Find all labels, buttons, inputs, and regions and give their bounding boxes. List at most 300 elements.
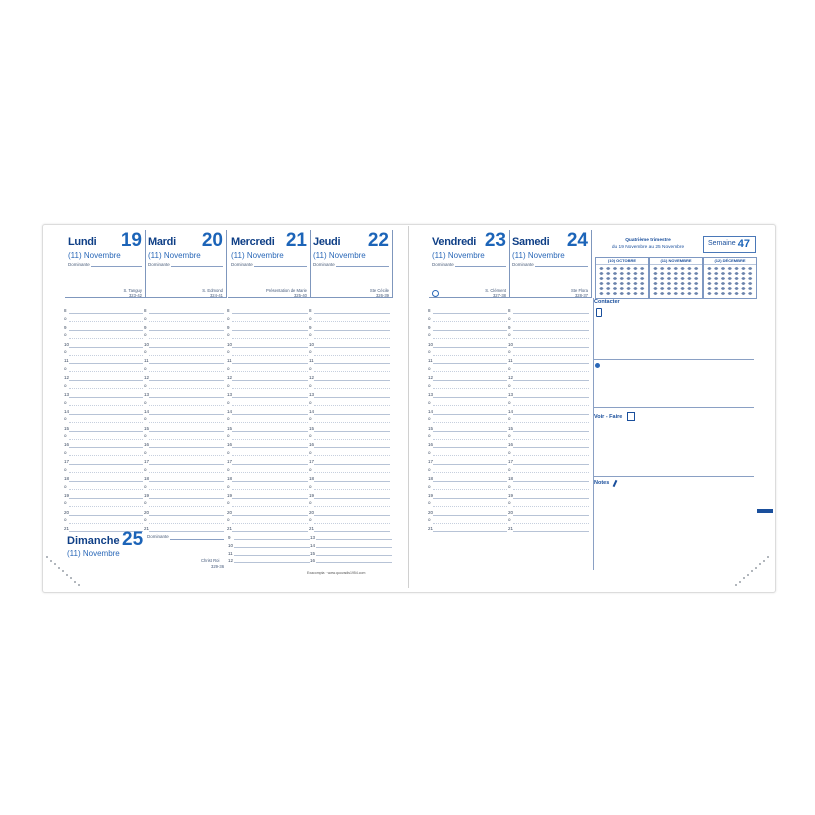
half-hour-line[interactable] bbox=[513, 472, 589, 473]
half-hour-line[interactable] bbox=[513, 422, 589, 423]
half-hour-mark: o bbox=[227, 349, 230, 355]
half-hour-line[interactable] bbox=[149, 371, 224, 372]
sunday-dominante-line bbox=[170, 539, 224, 540]
sunday-hour-label: 14 bbox=[310, 542, 316, 548]
half-hour-mark: o bbox=[227, 365, 230, 371]
hour-line[interactable] bbox=[513, 380, 589, 381]
sunday-hour-label: 10 bbox=[228, 542, 234, 548]
half-hour-mark: o bbox=[64, 332, 67, 338]
sunday-hour-line[interactable] bbox=[316, 539, 392, 540]
half-hour-line[interactable] bbox=[69, 338, 143, 339]
hour-line[interactable] bbox=[513, 464, 589, 465]
half-hour-line[interactable] bbox=[149, 489, 224, 490]
half-hour-line[interactable] bbox=[433, 455, 507, 456]
hour-label: 17 bbox=[64, 459, 70, 465]
hour-label: 19 bbox=[309, 492, 315, 498]
half-hour-line[interactable] bbox=[513, 321, 589, 322]
half-hour-line[interactable] bbox=[433, 388, 507, 389]
contacter-line-2 bbox=[594, 407, 754, 408]
half-hour-mark: o bbox=[64, 315, 67, 321]
hour-label: 16 bbox=[508, 442, 514, 448]
hour-line[interactable] bbox=[232, 330, 308, 331]
day-header-underline bbox=[310, 297, 392, 298]
hour-line[interactable] bbox=[314, 397, 390, 398]
hour-line[interactable] bbox=[433, 481, 507, 482]
hour-label: 15 bbox=[227, 425, 233, 431]
hour-label: 18 bbox=[309, 476, 315, 481]
hour-line[interactable] bbox=[513, 330, 589, 331]
hour-line[interactable] bbox=[433, 397, 507, 398]
half-hour-line[interactable] bbox=[232, 506, 308, 507]
spiral-dot bbox=[735, 584, 737, 586]
half-hour-mark: o bbox=[309, 500, 312, 506]
hour-line[interactable] bbox=[513, 313, 589, 314]
spine-divider bbox=[408, 226, 409, 588]
hour-label: 18 bbox=[64, 476, 70, 481]
mini-calendar bbox=[703, 257, 757, 299]
day-month: (11) Novembre bbox=[313, 251, 366, 260]
half-hour-line[interactable] bbox=[149, 523, 224, 524]
hour-line[interactable] bbox=[314, 447, 390, 448]
sunday-hour-line[interactable] bbox=[316, 547, 392, 548]
saint-name: S. Clément bbox=[485, 288, 506, 293]
dominante-label: Dominante bbox=[313, 262, 335, 267]
clipboard-icon bbox=[627, 412, 635, 421]
half-hour-line[interactable] bbox=[314, 489, 390, 490]
half-hour-line[interactable] bbox=[433, 405, 507, 406]
hour-label: 13 bbox=[227, 392, 233, 397]
half-hour-mark: o bbox=[508, 517, 511, 523]
spiral-dot bbox=[54, 563, 56, 565]
hour-label: 8 bbox=[64, 308, 67, 313]
hour-line[interactable] bbox=[69, 347, 143, 348]
half-hour-mark: o bbox=[227, 416, 230, 422]
half-hour-line[interactable] bbox=[149, 472, 224, 473]
hour-label: 13 bbox=[144, 392, 150, 397]
spiral-dot bbox=[767, 556, 769, 558]
hour-line[interactable] bbox=[314, 363, 390, 364]
hour-label: 9 bbox=[428, 324, 431, 330]
half-hour-line[interactable] bbox=[69, 523, 143, 524]
hour-line[interactable] bbox=[69, 515, 143, 516]
dominante-line bbox=[336, 266, 389, 267]
half-hour-line[interactable] bbox=[69, 506, 143, 507]
half-hour-mark: o bbox=[144, 449, 147, 455]
mini-calendar-title: (12) DÉCEMBRE bbox=[704, 258, 756, 265]
mini-calendar bbox=[595, 257, 649, 299]
spiral-dot bbox=[751, 570, 753, 572]
hour-line[interactable] bbox=[232, 347, 308, 348]
hour-label: 10 bbox=[428, 341, 434, 347]
sunday-hour-label: 16 bbox=[310, 558, 316, 564]
hour-line[interactable] bbox=[232, 313, 308, 314]
half-hour-line[interactable] bbox=[149, 439, 224, 440]
half-hour-line[interactable] bbox=[69, 321, 143, 322]
half-hour-mark: o bbox=[428, 500, 431, 506]
hour-line[interactable] bbox=[513, 347, 589, 348]
half-hour-mark: o bbox=[64, 466, 67, 472]
hour-line[interactable] bbox=[69, 397, 143, 398]
half-hour-line[interactable] bbox=[232, 455, 308, 456]
hour-line[interactable] bbox=[69, 481, 143, 482]
hour-label: 14 bbox=[309, 408, 315, 414]
half-hour-mark: o bbox=[309, 315, 312, 321]
hour-label: 15 bbox=[144, 425, 150, 431]
half-hour-mark: o bbox=[64, 349, 67, 355]
half-hour-mark: o bbox=[428, 382, 431, 388]
saint-name: S. Edmond bbox=[202, 288, 223, 293]
half-hour-line[interactable] bbox=[149, 388, 224, 389]
hour-line[interactable] bbox=[232, 464, 308, 465]
half-hour-line[interactable] bbox=[513, 455, 589, 456]
day-number: 21 bbox=[285, 230, 307, 251]
half-hour-line[interactable] bbox=[232, 489, 308, 490]
hour-label: 11 bbox=[227, 358, 232, 364]
hour-line[interactable] bbox=[69, 464, 143, 465]
hour-line[interactable] bbox=[433, 414, 507, 415]
hour-line[interactable] bbox=[314, 515, 390, 516]
hour-line[interactable] bbox=[149, 481, 224, 482]
hour-label: 20 bbox=[309, 509, 315, 515]
mini-calendar-title: (11) NOVEMBRE bbox=[650, 258, 702, 265]
hour-line[interactable] bbox=[149, 431, 224, 432]
day-code: 325-40 bbox=[293, 293, 307, 298]
hour-line[interactable] bbox=[149, 330, 224, 331]
half-hour-line[interactable] bbox=[433, 523, 507, 524]
half-hour-line[interactable] bbox=[314, 388, 390, 389]
hour-line[interactable] bbox=[513, 447, 589, 448]
sunday-hour-line[interactable] bbox=[316, 555, 392, 556]
spiral-dot bbox=[58, 567, 60, 569]
hour-label: 9 bbox=[144, 324, 147, 330]
half-hour-line[interactable] bbox=[433, 472, 507, 473]
hour-line[interactable] bbox=[513, 515, 589, 516]
half-hour-line[interactable] bbox=[314, 439, 390, 440]
hour-label: 17 bbox=[227, 459, 233, 465]
dominante-label: Dominante bbox=[432, 262, 454, 267]
day-month: (11) Novembre bbox=[148, 251, 201, 260]
hour-line[interactable] bbox=[314, 481, 390, 482]
hour-label: 20 bbox=[144, 509, 150, 515]
hour-label: 16 bbox=[428, 442, 434, 448]
hour-label: 12 bbox=[428, 375, 434, 381]
hour-label: 20 bbox=[64, 509, 70, 515]
day-month: (11) Novembre bbox=[432, 251, 485, 260]
half-hour-line[interactable] bbox=[314, 455, 390, 456]
half-hour-mark: o bbox=[508, 483, 511, 489]
half-hour-mark: o bbox=[144, 382, 147, 388]
half-hour-line[interactable] bbox=[149, 405, 224, 406]
sunday-dominante-label: Dominante bbox=[147, 534, 169, 539]
hour-line[interactable] bbox=[433, 347, 507, 348]
half-hour-line[interactable] bbox=[433, 439, 507, 440]
day-number: 24 bbox=[566, 230, 588, 251]
hour-line[interactable] bbox=[232, 481, 308, 482]
hour-label: 15 bbox=[309, 425, 315, 431]
sunday-hour-label: 12 bbox=[228, 558, 234, 564]
hour-line[interactable] bbox=[433, 447, 507, 448]
hour-label: 16 bbox=[144, 442, 150, 448]
half-hour-line[interactable] bbox=[149, 422, 224, 423]
dominante-line bbox=[254, 266, 307, 267]
half-hour-mark: o bbox=[428, 365, 431, 371]
saint-name: Ste Flora bbox=[571, 288, 588, 293]
mini-calendar-title: (10) OCTOBRE bbox=[596, 258, 648, 265]
hour-line[interactable] bbox=[232, 431, 308, 432]
half-hour-line[interactable] bbox=[513, 489, 589, 490]
half-hour-line[interactable] bbox=[433, 355, 507, 356]
sunday-hour-label: 9 bbox=[228, 535, 231, 540]
hour-line[interactable] bbox=[232, 363, 308, 364]
email-at-icon bbox=[595, 363, 600, 368]
dominante-label: Dominante bbox=[512, 262, 534, 267]
hour-line[interactable] bbox=[513, 531, 589, 532]
half-hour-mark: o bbox=[428, 449, 431, 455]
half-hour-line[interactable] bbox=[433, 338, 507, 339]
hour-label: 11 bbox=[144, 358, 149, 364]
half-hour-line[interactable] bbox=[69, 405, 143, 406]
half-hour-mark: o bbox=[508, 433, 511, 439]
half-hour-line[interactable] bbox=[69, 388, 143, 389]
hour-label: 15 bbox=[64, 425, 70, 431]
half-hour-line[interactable] bbox=[149, 321, 224, 322]
day-number: 22 bbox=[367, 230, 389, 251]
half-hour-line[interactable] bbox=[232, 439, 308, 440]
half-hour-mark: o bbox=[227, 382, 230, 388]
spiral-dot bbox=[759, 563, 761, 565]
hour-line[interactable] bbox=[149, 515, 224, 516]
hour-label: 15 bbox=[508, 425, 514, 431]
spiral-dot bbox=[763, 560, 765, 562]
hour-line[interactable] bbox=[314, 313, 390, 314]
hour-line[interactable] bbox=[314, 380, 390, 381]
half-hour-line[interactable] bbox=[314, 338, 390, 339]
half-hour-mark: o bbox=[309, 449, 312, 455]
half-hour-line[interactable] bbox=[513, 371, 589, 372]
hour-line[interactable] bbox=[149, 363, 224, 364]
hour-label: 14 bbox=[144, 408, 150, 414]
half-hour-mark: o bbox=[309, 433, 312, 439]
footer-text: Exacompta · www.quovadis1954.com bbox=[307, 571, 366, 575]
half-hour-line[interactable] bbox=[232, 422, 308, 423]
hour-line[interactable] bbox=[149, 447, 224, 448]
hour-line[interactable] bbox=[513, 414, 589, 415]
hour-line[interactable] bbox=[69, 363, 143, 364]
half-hour-line[interactable] bbox=[433, 422, 507, 423]
half-hour-line[interactable] bbox=[513, 506, 589, 507]
hour-line[interactable] bbox=[433, 380, 507, 381]
half-hour-mark: o bbox=[309, 332, 312, 338]
hour-line[interactable] bbox=[433, 313, 507, 314]
hour-label: 12 bbox=[508, 375, 514, 381]
half-hour-mark: o bbox=[144, 349, 147, 355]
hour-label: 21 bbox=[508, 526, 514, 532]
half-hour-line[interactable] bbox=[314, 422, 390, 423]
phone-icon bbox=[596, 308, 602, 317]
hour-line[interactable] bbox=[149, 464, 224, 465]
hour-line[interactable] bbox=[433, 330, 507, 331]
half-hour-line[interactable] bbox=[314, 321, 390, 322]
hour-line[interactable] bbox=[149, 397, 224, 398]
half-hour-line[interactable] bbox=[149, 355, 224, 356]
hour-label: 13 bbox=[428, 392, 434, 397]
half-hour-mark: o bbox=[227, 483, 230, 489]
sunday-hour-line[interactable] bbox=[234, 562, 310, 563]
hour-line[interactable] bbox=[232, 515, 308, 516]
spiral-dot bbox=[743, 577, 745, 579]
hour-line[interactable] bbox=[69, 380, 143, 381]
half-hour-line[interactable] bbox=[314, 355, 390, 356]
hour-line[interactable] bbox=[513, 397, 589, 398]
hour-label: 19 bbox=[64, 492, 70, 498]
hour-line[interactable] bbox=[69, 431, 143, 432]
day-column bbox=[228, 230, 311, 298]
half-hour-line[interactable] bbox=[232, 371, 308, 372]
hour-label: 12 bbox=[309, 375, 315, 381]
half-hour-mark: o bbox=[64, 517, 67, 523]
half-hour-line[interactable] bbox=[314, 371, 390, 372]
sunday-hour-line[interactable] bbox=[316, 562, 392, 563]
half-hour-line[interactable] bbox=[433, 321, 507, 322]
half-hour-mark: o bbox=[144, 517, 147, 523]
hour-line[interactable] bbox=[433, 531, 507, 532]
half-hour-line[interactable] bbox=[69, 355, 143, 356]
half-hour-line[interactable] bbox=[513, 355, 589, 356]
hour-line[interactable] bbox=[232, 397, 308, 398]
half-hour-line[interactable] bbox=[433, 371, 507, 372]
hour-line[interactable] bbox=[314, 464, 390, 465]
hour-line[interactable] bbox=[69, 498, 143, 499]
half-hour-line[interactable] bbox=[433, 489, 507, 490]
half-hour-line[interactable] bbox=[232, 388, 308, 389]
half-hour-line[interactable] bbox=[69, 455, 143, 456]
hour-line[interactable] bbox=[69, 414, 143, 415]
hour-line[interactable] bbox=[232, 498, 308, 499]
half-hour-line[interactable] bbox=[232, 405, 308, 406]
sunday-hour-label: 15 bbox=[310, 550, 316, 556]
half-hour-line[interactable] bbox=[513, 338, 589, 339]
hour-label: 16 bbox=[64, 442, 70, 448]
half-hour-mark: o bbox=[309, 416, 312, 422]
hour-line[interactable] bbox=[314, 498, 390, 499]
half-hour-line[interactable] bbox=[314, 506, 390, 507]
half-hour-line[interactable] bbox=[513, 405, 589, 406]
day-header-underline bbox=[145, 297, 226, 298]
hour-line[interactable] bbox=[513, 363, 589, 364]
half-hour-line[interactable] bbox=[513, 439, 589, 440]
half-hour-line[interactable] bbox=[149, 455, 224, 456]
sunday-hour-line[interactable] bbox=[234, 555, 310, 556]
half-hour-line[interactable] bbox=[513, 388, 589, 389]
day-name: Mercredi bbox=[231, 236, 275, 248]
hour-line[interactable] bbox=[314, 347, 390, 348]
week-badge bbox=[703, 236, 756, 253]
mini-calendar bbox=[649, 257, 703, 299]
half-hour-line[interactable] bbox=[232, 321, 308, 322]
hour-label: 8 bbox=[508, 308, 511, 313]
hour-label: 20 bbox=[508, 509, 514, 515]
half-hour-mark: o bbox=[428, 315, 431, 321]
half-hour-line[interactable] bbox=[232, 338, 308, 339]
half-hour-line[interactable] bbox=[69, 472, 143, 473]
day-name: Mardi bbox=[148, 236, 176, 248]
day-header-underline bbox=[65, 297, 145, 298]
half-hour-line[interactable] bbox=[232, 472, 308, 473]
hour-line[interactable] bbox=[149, 380, 224, 381]
half-hour-line[interactable] bbox=[314, 405, 390, 406]
hour-line[interactable] bbox=[433, 363, 507, 364]
hour-line[interactable] bbox=[433, 431, 507, 432]
hour-line[interactable] bbox=[232, 380, 308, 381]
hour-line[interactable] bbox=[314, 330, 390, 331]
hour-label: 18 bbox=[144, 476, 150, 481]
day-column bbox=[310, 230, 393, 298]
hour-line[interactable] bbox=[513, 498, 589, 499]
half-hour-line[interactable] bbox=[69, 489, 143, 490]
half-hour-line[interactable] bbox=[513, 523, 589, 524]
half-hour-line[interactable] bbox=[433, 506, 507, 507]
hour-label: 19 bbox=[227, 492, 233, 498]
hour-line[interactable] bbox=[149, 347, 224, 348]
hour-line[interactable] bbox=[69, 447, 143, 448]
half-hour-line[interactable] bbox=[69, 371, 143, 372]
half-hour-mark: o bbox=[428, 483, 431, 489]
hour-label: 17 bbox=[309, 459, 315, 465]
half-hour-line[interactable] bbox=[314, 472, 390, 473]
hour-line[interactable] bbox=[433, 498, 507, 499]
mini-calendar-grid bbox=[598, 266, 646, 296]
half-hour-line[interactable] bbox=[149, 506, 224, 507]
voir-faire-line bbox=[594, 476, 754, 477]
hour-label: 10 bbox=[144, 341, 150, 347]
hour-line[interactable] bbox=[149, 414, 224, 415]
voir-faire-heading: Voir - Faire bbox=[594, 414, 623, 420]
hour-label: 21 bbox=[227, 526, 233, 532]
hour-line[interactable] bbox=[314, 414, 390, 415]
day-column bbox=[509, 230, 592, 298]
notes-heading: Notes bbox=[594, 480, 610, 486]
half-hour-line[interactable] bbox=[149, 338, 224, 339]
hour-line[interactable] bbox=[314, 431, 390, 432]
hour-line[interactable] bbox=[433, 515, 507, 516]
sunday-hour-line[interactable] bbox=[234, 547, 310, 548]
half-hour-line[interactable] bbox=[69, 439, 143, 440]
hour-line[interactable] bbox=[513, 431, 589, 432]
hour-label: 13 bbox=[64, 392, 70, 397]
half-hour-line[interactable] bbox=[232, 523, 308, 524]
hour-line[interactable] bbox=[69, 313, 143, 314]
half-hour-line[interactable] bbox=[69, 422, 143, 423]
half-hour-line[interactable] bbox=[314, 523, 390, 524]
spiral-dot bbox=[739, 581, 741, 583]
contacter-line bbox=[594, 359, 754, 360]
day-code: 326-39 bbox=[375, 293, 389, 298]
hour-line[interactable] bbox=[433, 464, 507, 465]
day-column bbox=[65, 230, 146, 298]
hour-label: 9 bbox=[508, 324, 511, 330]
hour-line[interactable] bbox=[69, 330, 143, 331]
hour-line[interactable] bbox=[149, 498, 224, 499]
hour-label: 18 bbox=[428, 476, 434, 481]
hour-label: 16 bbox=[309, 442, 315, 448]
spiral-dot bbox=[747, 574, 749, 576]
hour-line[interactable] bbox=[149, 313, 224, 314]
hour-line[interactable] bbox=[232, 447, 308, 448]
sunday-hour-line[interactable] bbox=[234, 539, 310, 540]
half-hour-line[interactable] bbox=[232, 355, 308, 356]
hour-line[interactable] bbox=[513, 481, 589, 482]
hour-line[interactable] bbox=[232, 414, 308, 415]
